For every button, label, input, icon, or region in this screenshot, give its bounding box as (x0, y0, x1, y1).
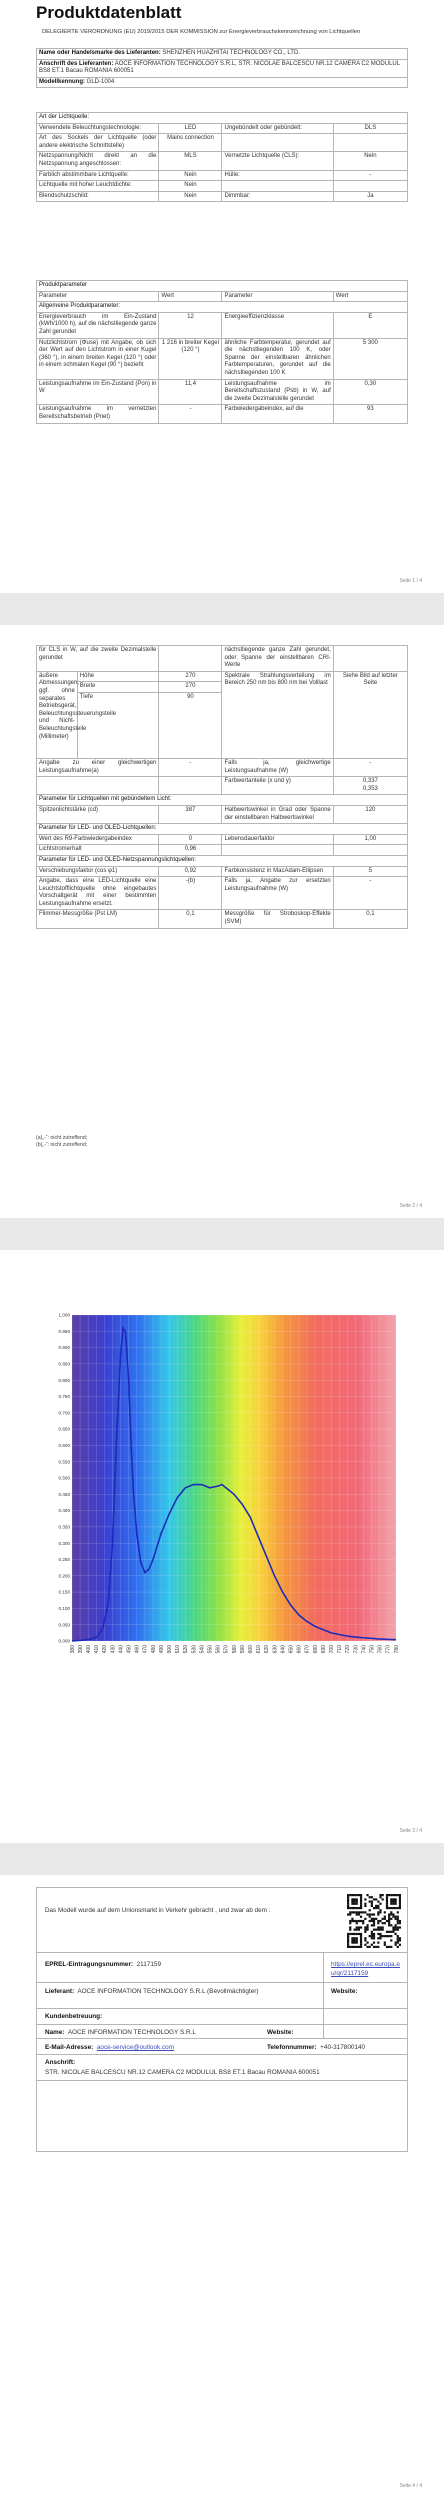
param-value: - (333, 758, 407, 776)
dim-name: Breite (77, 682, 159, 693)
col-header-value: Wert (333, 291, 407, 302)
y-tick-label: 0.500 (58, 1475, 70, 1481)
col-header-value: Wert (159, 291, 222, 302)
table-row (37, 338, 408, 379)
param-value: 0,337 0,353 (333, 777, 407, 795)
param-value: 387 (159, 805, 222, 823)
table-row (37, 134, 408, 152)
email-row: E-Mail-Adresse: aoce-service@outlook.com (45, 2044, 175, 2051)
website-label: Website: (331, 1988, 358, 1995)
param-label: Dimmbar: (222, 191, 333, 202)
param-value (159, 646, 222, 672)
param-label: Lichtquelle mit hoher Leuchtdichte: (37, 181, 159, 192)
x-tick-label: 470 (142, 1645, 149, 1654)
x-tick-label: 400 (85, 1645, 92, 1654)
y-tick-labels (59, 1313, 71, 1644)
param-label: Spektrale Strahlungsverteilung im Bereich 250 nm bis 800 nm bei Volllast (222, 671, 333, 758)
param-value: Mains connection (159, 134, 222, 152)
param-value: 5 300 (333, 338, 407, 379)
param-label: Wert des R9-Farbwiedergabeindex (37, 834, 159, 845)
param-label: Falls ja, gleichwertige Leistungsaufnahme (W) (222, 758, 333, 776)
dimensions-label: äußere Abmessungen, ggf. ohne separates Betriebsgerät, Beleuchtungssteuerungsteile und Nicht-Beleuchtungsteile (Millimeter) (37, 671, 78, 758)
col-header-param: Parameter (37, 291, 159, 302)
y-tick-label: 0.550 (58, 1459, 70, 1465)
x-tick-label: 720 (345, 1645, 352, 1654)
param-value: 0,96 (159, 845, 222, 856)
info-box (36, 1887, 408, 2152)
param-label: Spitzenlichtstärke (cd) (37, 805, 159, 823)
x-tick-label: 380 (69, 1645, 76, 1654)
page-number: Seite 1 / 4 (399, 578, 422, 584)
y-tick-label: 0.900 (58, 1345, 70, 1351)
product-params-table (36, 280, 408, 424)
email-link[interactable]: aoce-service@outlook.com (96, 2044, 175, 2051)
params-continued-table (36, 645, 408, 929)
table-row (37, 379, 408, 405)
supplier-address-cell: Anschrift des Lieferanten: AOCE INFORMATION TECHNOLOGY S.R.L, STR. NICOLAE BALCESCU NR.12 CAMERA C2 MODULUL BS8 ET.1 Bacau ROMANIA 600051 (37, 59, 408, 77)
param-label: Blendschutzschild: (37, 191, 159, 202)
y-tick-label: 0.600 (58, 1443, 70, 1448)
x-tick-label: 640 (280, 1645, 287, 1654)
x-tick-label: 460 (134, 1645, 141, 1654)
contact-name-row: Name: AOCE INFORMATION TECHNOLOGY S.R.L (45, 2029, 196, 2036)
param-label: Flimmer-Messgröße (Pst LM) (37, 910, 159, 928)
x-tick-label: 610 (256, 1645, 263, 1654)
footnotes (36, 1135, 87, 1149)
param-value: 1 216 in breiter Kegel (120 °) (159, 338, 222, 379)
eprel-number: 2117159 (136, 1961, 162, 1968)
param-value: - (159, 405, 222, 423)
param-label: Energieeffizienzklasse (222, 312, 333, 338)
customer-service-label: Kundenbetreuung: (45, 2013, 103, 2020)
param-label: Farbwiedergabeindex, auf die (222, 405, 333, 423)
market-intro: Das Modell wurde auf dem Unionsmarkt in Verkehr gebracht , und zwar ab dem : (45, 1907, 271, 1914)
param-label (222, 181, 333, 192)
dim-name: Tiefe (77, 692, 159, 758)
param-value (333, 134, 407, 152)
art-header: Art der Lichtquelle: (37, 113, 408, 124)
param-value: LED (159, 123, 222, 134)
param-value: - (159, 758, 222, 776)
x-tick-label: 580 (231, 1645, 238, 1654)
y-tick-label: 0.250 (58, 1557, 70, 1563)
general-rows (37, 312, 408, 423)
table-row (37, 191, 408, 202)
param-label: Leistungsaufnahme im Ein-Zustand (Pon) in W (37, 379, 159, 405)
table-row (37, 123, 408, 134)
param-label: Lebensdauerfaktor (222, 834, 333, 845)
supplier-table (36, 48, 408, 88)
directional-header: Parameter für Lichtquellen mit gebündeltem Licht: (37, 795, 408, 806)
x-tick-label: 570 (223, 1645, 230, 1654)
param-value (333, 181, 407, 192)
param-value (333, 646, 407, 672)
x-tick-label: 590 (239, 1645, 246, 1654)
param-value: 5 (333, 866, 407, 877)
y-tick-label: 0.400 (58, 1508, 70, 1514)
led-header: Parameter für LED- und OLED-Lichtquellen: (37, 824, 408, 835)
x-tick-label: 680 (312, 1645, 319, 1654)
x-tick-label: 750 (369, 1645, 376, 1654)
y-tick-label: 0.300 (58, 1540, 70, 1546)
param-label: Ungebündelt oder gebündelt: (222, 123, 333, 134)
param-value: E (333, 312, 407, 338)
y-tick-label: 0.650 (58, 1426, 70, 1432)
y-tick-label: 0.050 (58, 1622, 70, 1628)
qr-code-icon[interactable] (347, 1894, 401, 1948)
eprel-row: EPREL-Eintragungsnummer: 2117159 (45, 1961, 162, 1968)
param-value: 0 (159, 834, 222, 845)
x-tick-label: 710 (337, 1645, 344, 1654)
x-tick-label: 760 (377, 1645, 384, 1654)
param-value: Nein (159, 181, 222, 192)
y-tick-label: 0.150 (58, 1589, 70, 1595)
document-subtitle: DELEGIERTE VERORDNUNG (EU) 2019/2015 DER KOMMISSION zur Energieverbrauchskennzeichnung von Lichtquellen (42, 29, 361, 35)
param-value: Nein (159, 170, 222, 181)
param-label: Verschiebungsfaktor (cos φ1) (37, 866, 159, 877)
param-value: 0,92 (159, 866, 222, 877)
general-header: Allgemeine Produktparameter: (37, 302, 408, 313)
param-label: Hülle: (222, 170, 333, 181)
address-value: STR. NICOLAE BALCESCU NR.12 CAMERA C2 MODULUL BS8 ET.1 Bacau ROMANIA 600051 (45, 2069, 320, 2076)
param-value: Ja (333, 191, 407, 202)
y-tick-label: 0.350 (58, 1524, 70, 1530)
page-number: Seite 2 / 4 (399, 1203, 422, 1209)
dim-value: 270 (159, 671, 222, 682)
param-header: Produktparameter (37, 281, 408, 292)
param-label: Farbkonsistenz in MacAdam-Ellipsen (222, 866, 333, 877)
col-header-param: Parameter (222, 291, 333, 302)
x-tick-label: 410 (94, 1645, 101, 1654)
lightsource-type-table (36, 112, 408, 202)
x-tick-label: 690 (320, 1645, 327, 1654)
param-label: Lichtstromerhalt (37, 845, 159, 856)
param-label: Leistungsaufnahme im vernetzten Bereitschaftsbetrieb (Pnet) (37, 405, 159, 423)
param-label: Verwendete Beleuchtungstechnologie: (37, 123, 159, 134)
y-tick-label: 1.000 (58, 1312, 70, 1318)
param-value: 11,4 (159, 379, 222, 405)
x-tick-label: 500 (166, 1645, 173, 1654)
param-value: 93 (333, 405, 407, 423)
art-rows (37, 123, 408, 202)
param-value: Nein (159, 191, 222, 202)
dim-name: Höhe (77, 671, 159, 682)
dim-value: 270 (159, 682, 222, 693)
param-label: ähnliche Farbtemperatur, gerundet auf die nächstliegenden 100 K, oder Spanne der einstellbaren ähnlichen Farbtemperaturen, gerundet auf die nächstliegenden 100 K (222, 338, 333, 379)
param-label: Angabe zu einer gleichwertigen Leistungsaufnahme(a) (37, 758, 159, 776)
x-tick-label: 650 (288, 1645, 295, 1654)
x-tick-label: 530 (191, 1645, 198, 1654)
page-number: Seite 3 / 4 (399, 1828, 422, 1834)
x-tick-label: 520 (183, 1645, 190, 1654)
x-tick-label: 560 (215, 1645, 222, 1654)
param-label: Falls ja, Angabe zur ersetzten Leistungsaufnahme (W) (222, 877, 333, 910)
x-tick-label: 620 (264, 1645, 271, 1654)
page-3 (0, 1250, 444, 1843)
y-tick-label: 0.000 (58, 1638, 70, 1644)
y-tick-label: 0.450 (58, 1491, 70, 1497)
x-tick-label: 780 (393, 1645, 400, 1654)
param-value: 12 (159, 312, 222, 338)
y-tick-label: 0.100 (58, 1606, 70, 1611)
param-label (222, 134, 333, 152)
table-row (37, 152, 408, 170)
param-value: 0,30 (333, 379, 407, 405)
y-tick-label: 0.750 (58, 1394, 70, 1400)
x-tick-label: 660 (296, 1645, 303, 1654)
param-label: Nutzlichtstrom (Φuse) mit Angabe, ob sich der Wert auf den Lichtstrom in einer Kugel (360 °), in einem breiten Kegel (120 °) oder in einem schmalen Kegel (90 °) bezieht (37, 338, 159, 379)
x-tick-label: 700 (329, 1645, 335, 1654)
x-tick-label: 450 (126, 1645, 133, 1654)
y-tick-label: 0.850 (58, 1361, 70, 1367)
supplier-row: Lieferant: AOCE INFORMATION TECHNOLOGY S.R.L (Bevollmächtigter) (45, 1988, 259, 1995)
page-4 (0, 1875, 444, 2510)
document-title: Produktdatenblatt (36, 3, 182, 22)
x-tick-labels (70, 1645, 400, 1654)
param-label: Farbwertanteile (x und y) (222, 777, 333, 795)
param-label: Netzspannung/Nicht direkt an die Netzspannung angeschlossen: (37, 152, 159, 170)
param-label: Energieverbrauch im Ein-Zustand (kWh/1000 h), auf die nächstliegende ganze Zahl gerundet (37, 312, 159, 338)
x-tick-label: 600 (247, 1645, 254, 1654)
param-value: - (333, 170, 407, 181)
param-label: Farblich abstimmbare Lichtquelle: (37, 170, 159, 181)
supplier-name-cell: Name oder Handelsmarke des Lieferanten: SHENZHEN HUAZHITAI TECHNOLOGY CO., LTD. (37, 49, 408, 60)
param-value: - (333, 877, 407, 910)
param-value: Nein (333, 152, 407, 170)
y-tick-label: 0.700 (58, 1410, 70, 1416)
phone-row: Telefonnummer: +40-317800140 (267, 2044, 366, 2051)
x-tick-label: 390 (77, 1645, 84, 1654)
x-tick-label: 490 (158, 1645, 165, 1654)
website2-label: Website: (267, 2029, 294, 2036)
y-tick-label: 0.200 (58, 1573, 70, 1579)
x-tick-label: 770 (385, 1645, 392, 1654)
page-1 (0, 0, 444, 593)
footnote-b: (b)„-“: nicht zutreffend; (36, 1142, 88, 1148)
param-label: Halbwertswinkel in Grad oder Spanne der einstellbaren Halbwertswinkel (222, 805, 333, 823)
x-tick-label: 670 (304, 1645, 311, 1654)
table-row (37, 312, 408, 338)
x-tick-label: 510 (175, 1645, 182, 1654)
x-tick-label: 480 (150, 1645, 157, 1654)
x-tick-label: 550 (207, 1645, 214, 1654)
param-label: nächstliegende ganze Zahl gerundet, oder Spanne der einstellbaren CRI-Werte (222, 646, 333, 672)
param-label: Vernetzte Lichtquelle (CLS): (222, 152, 333, 170)
param-value: DLS (333, 123, 407, 134)
param-label: Art des Sockels der Lichtquelle (oder andere elektrische Schnittstelle) (37, 134, 159, 152)
param-value: 1,00 (333, 834, 407, 845)
table-row (37, 405, 408, 423)
mains-header: Parameter für LED- und OLED-Netzspannungslichtquellen: (37, 855, 408, 866)
param-value: 0,1 (159, 910, 222, 928)
param-label: Leistungsaufnahme im Bereitschaftszustand (Psb) in W, auf die zweite Dezimalstelle gerundet (222, 379, 333, 405)
page-number: Seite 4 / 4 (399, 2483, 422, 2489)
footnote-a: (a)„-“: nicht zutreffend; (36, 1135, 88, 1141)
y-tick-label: 0.800 (58, 1377, 70, 1383)
address-label: Anschrift: (45, 2059, 76, 2066)
eprel-link[interactable]: https://eprel.ec.europa.eu/qr/2117159 (331, 1961, 400, 1977)
table-row (37, 170, 408, 181)
x-tick-label: 740 (361, 1645, 368, 1654)
param-value: Siehe Bild auf letzter Seite (333, 671, 407, 758)
x-tick-label: 630 (272, 1645, 279, 1654)
param-value: -(b) (159, 877, 222, 910)
x-tick-label: 440 (118, 1645, 125, 1654)
x-tick-label: 730 (353, 1645, 360, 1654)
table-row (37, 181, 408, 192)
x-tick-label: 540 (199, 1645, 206, 1654)
param-label: Messgröße für Stroboskop-Effekte (SVM) (222, 910, 333, 928)
dim-value: 90 (159, 692, 222, 758)
param-value: MLS (159, 152, 222, 170)
y-tick-label: 0.950 (58, 1328, 70, 1334)
model-id-cell: Modellkennung: GLD-1004 (37, 77, 408, 88)
x-tick-label: 430 (110, 1645, 117, 1654)
spectral-distribution-chart (50, 1309, 400, 1672)
param-label: Angabe, dass eine LED-Lichtquelle eine Leuchtstofflichtquelle ohne eingebautes Vorschaltgerät mit einer bestimmten Leistungsaufnahme ersetzt. (37, 877, 159, 910)
param-label: für CLS in W, auf die zweite Dezimalstelle gerundet (37, 646, 159, 672)
x-tick-label: 420 (102, 1645, 109, 1654)
page-2 (0, 625, 444, 1218)
param-value: 120 (333, 805, 407, 823)
param-value: 0,1 (333, 910, 407, 928)
